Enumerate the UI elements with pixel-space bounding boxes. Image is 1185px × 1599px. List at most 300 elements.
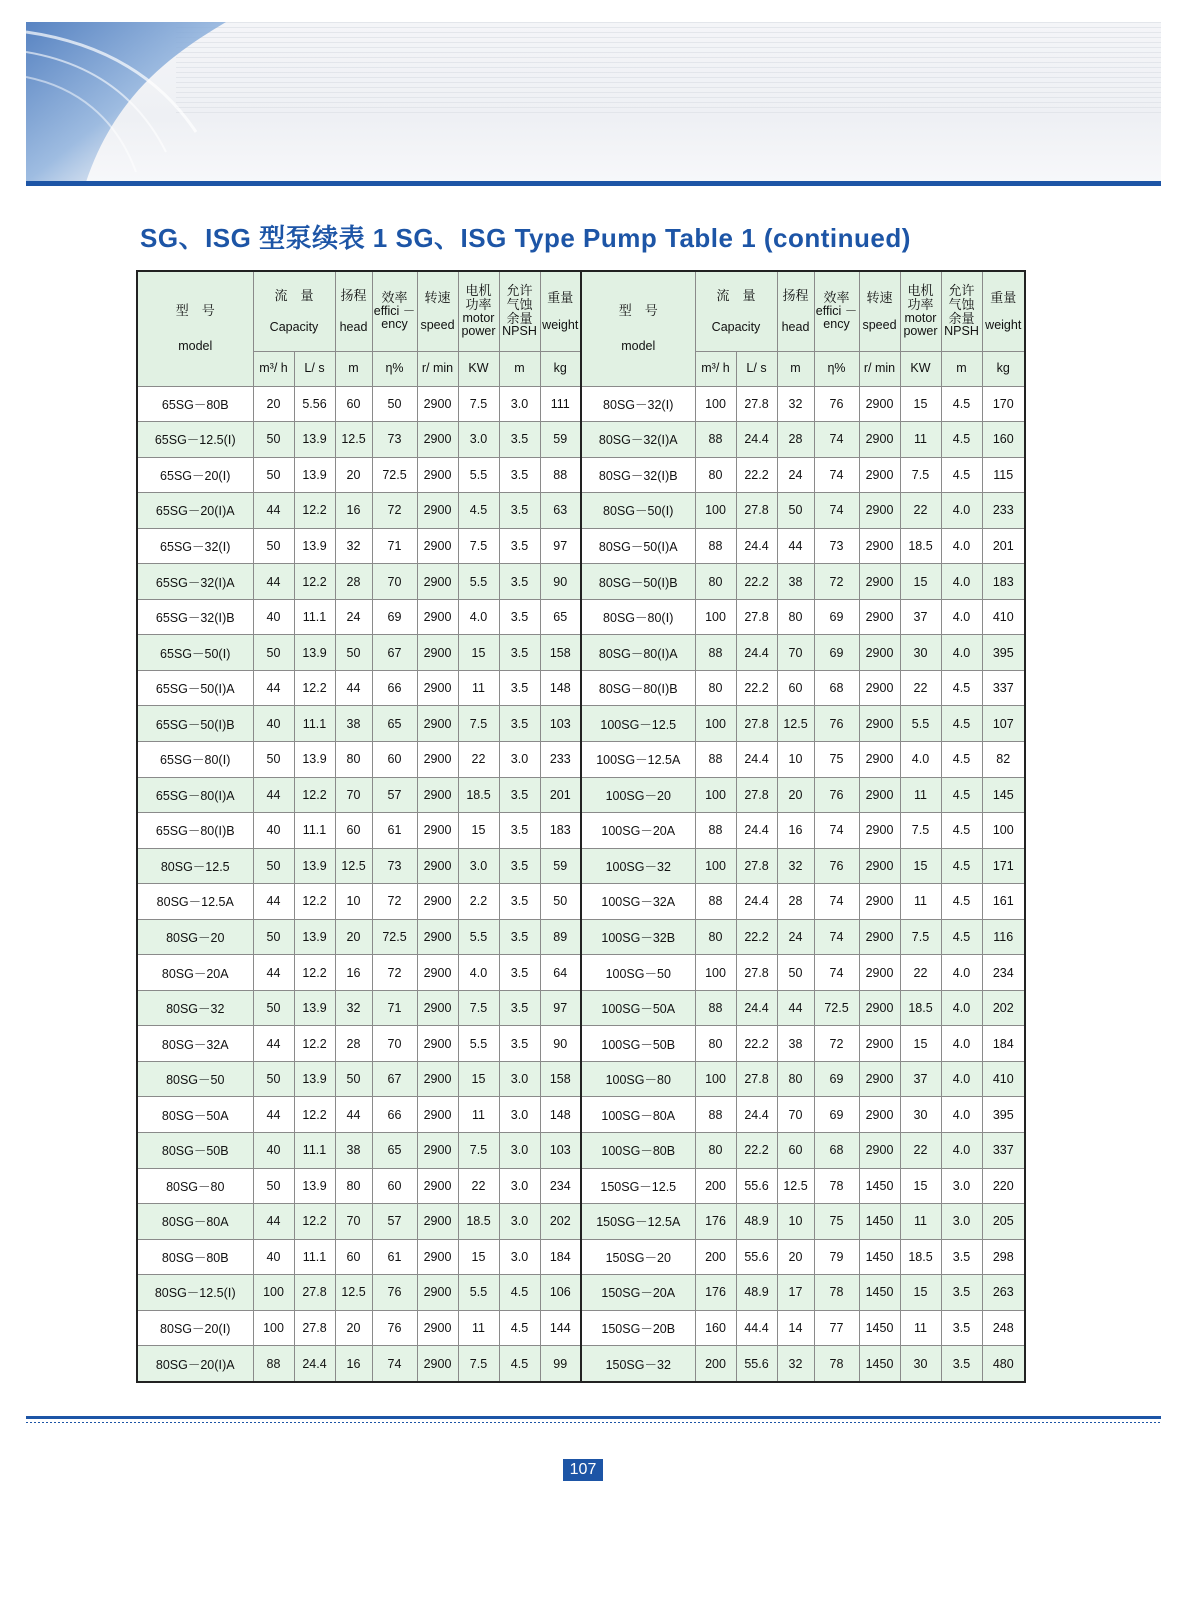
left-motor-power-cell: 4.0 xyxy=(458,599,499,635)
right-capacity-m3h-cell: 100 xyxy=(695,777,736,813)
left-npsh-cell: 3.5 xyxy=(499,564,540,600)
left-capacity-ls-cell: 13.9 xyxy=(294,1061,335,1097)
table-row xyxy=(137,1239,1025,1275)
right-efficiency-cell: 75 xyxy=(814,741,859,777)
right-model-cell: 150SG－20 xyxy=(581,1239,695,1275)
left-head-cell: 20 xyxy=(335,1310,372,1346)
left-npsh-cell: 3.5 xyxy=(499,635,540,671)
pump-table-body xyxy=(137,386,1025,1382)
left-model-cell: 80SG－12.5A xyxy=(137,884,253,920)
right-capacity-m3h-cell: 176 xyxy=(695,1275,736,1311)
right-capacity-m3h-cell: 200 xyxy=(695,1239,736,1275)
left-npsh-cell: 3.5 xyxy=(499,599,540,635)
right-motor-power-cell: 7.5 xyxy=(900,813,941,849)
left-efficiency-cell: 67 xyxy=(372,635,417,671)
right-speed-cell: 2900 xyxy=(859,670,900,706)
right-motor-power-cell: 22 xyxy=(900,493,941,529)
left-speed-cell: 2900 xyxy=(417,1239,458,1275)
left-model-cell: 65SG－80B xyxy=(137,386,253,422)
left-capacity-ls-cell: 13.9 xyxy=(294,1168,335,1204)
table-row xyxy=(137,884,1025,920)
right-weight-cell: 145 xyxy=(982,777,1025,813)
right-speed-cell: 2900 xyxy=(859,884,900,920)
right-capacity-ls-cell: 27.8 xyxy=(736,386,777,422)
left-efficiency-cell: 69 xyxy=(372,599,417,635)
left-model-cell: 80SG－80A xyxy=(137,1204,253,1240)
right-speed-cell: 1450 xyxy=(859,1204,900,1240)
table-row xyxy=(137,422,1025,458)
right-motor-power-cell: 30 xyxy=(900,635,941,671)
right-capacity-m3h-cell: 80 xyxy=(695,670,736,706)
right-npsh-cell: 4.0 xyxy=(941,528,982,564)
right-efficiency-cell: 75 xyxy=(814,1204,859,1240)
left-capacity-ls-cell: 13.9 xyxy=(294,635,335,671)
left-motor-power-cell: 3.0 xyxy=(458,422,499,458)
left-capacity-ls-cell: 12.2 xyxy=(294,564,335,600)
left-motor-power-cell: 18.5 xyxy=(458,1204,499,1240)
right-head-cell: 10 xyxy=(777,741,814,777)
left-weight-cell: 97 xyxy=(540,990,581,1026)
left-model-cell: 65SG－32(Ⅰ) xyxy=(137,528,253,564)
left-capacity-ls-cell: 27.8 xyxy=(294,1275,335,1311)
left-head-cell: 70 xyxy=(335,1204,372,1240)
table-row xyxy=(137,777,1025,813)
right-motor-power-cell: 11 xyxy=(900,777,941,813)
left-motor-power-cell: 7.5 xyxy=(458,990,499,1026)
left-capacity-ls-cell: 11.1 xyxy=(294,1132,335,1168)
left-capacity-m3h-cell: 20 xyxy=(253,386,294,422)
right-capacity-m3h-cell: 100 xyxy=(695,848,736,884)
right-model-cell: 100SG－80 xyxy=(581,1061,695,1097)
unit-efficiency: η% xyxy=(372,351,417,386)
right-npsh-cell: 4.0 xyxy=(941,1132,982,1168)
right-speed-cell: 2900 xyxy=(859,386,900,422)
header-capacity: 流 量 Capacity xyxy=(253,271,335,351)
left-motor-power-cell: 5.5 xyxy=(458,1026,499,1062)
right-motor-power-cell: 18.5 xyxy=(900,1239,941,1275)
left-motor-power-cell: 4.5 xyxy=(458,493,499,529)
left-capacity-ls-cell: 12.2 xyxy=(294,777,335,813)
right-capacity-m3h-cell: 100 xyxy=(695,955,736,991)
right-motor-power-cell: 22 xyxy=(900,955,941,991)
right-weight-cell: 183 xyxy=(982,564,1025,600)
left-efficiency-cell: 72 xyxy=(372,493,417,529)
left-efficiency-cell: 74 xyxy=(372,1346,417,1382)
left-speed-cell: 2900 xyxy=(417,1097,458,1133)
left-speed-cell: 2900 xyxy=(417,884,458,920)
left-efficiency-cell: 61 xyxy=(372,1239,417,1275)
right-speed-cell: 1450 xyxy=(859,1275,900,1311)
left-efficiency-cell: 65 xyxy=(372,1132,417,1168)
left-weight-cell: 148 xyxy=(540,1097,581,1133)
right-npsh-cell: 4.5 xyxy=(941,386,982,422)
table-row xyxy=(137,1346,1025,1382)
right-npsh-cell: 4.0 xyxy=(941,1097,982,1133)
right-motor-power-cell: 15 xyxy=(900,386,941,422)
header-motor-power: 电机 功率 motor power xyxy=(458,271,499,351)
right-efficiency-cell: 73 xyxy=(814,528,859,564)
left-speed-cell: 2900 xyxy=(417,386,458,422)
left-speed-cell: 2900 xyxy=(417,599,458,635)
header-rule xyxy=(26,181,1161,186)
left-model-cell: 80SG－50B xyxy=(137,1132,253,1168)
right-model-cell: 150SG－12.5 xyxy=(581,1168,695,1204)
right-head-cell: 16 xyxy=(777,813,814,849)
table-row xyxy=(137,386,1025,422)
left-motor-power-cell: 5.5 xyxy=(458,1275,499,1311)
right-motor-power-cell: 30 xyxy=(900,1346,941,1382)
left-model-cell: 65SG－50(Ⅰ) xyxy=(137,635,253,671)
left-motor-power-cell: 7.5 xyxy=(458,706,499,742)
right-capacity-m3h-cell: 80 xyxy=(695,1026,736,1062)
left-efficiency-cell: 57 xyxy=(372,1204,417,1240)
right-head-cell: 20 xyxy=(777,777,814,813)
header-capacity-right: 流 量 Capacity xyxy=(695,271,777,351)
right-npsh-cell: 4.5 xyxy=(941,777,982,813)
left-weight-cell: 88 xyxy=(540,457,581,493)
left-head-cell: 80 xyxy=(335,741,372,777)
right-motor-power-cell: 5.5 xyxy=(900,706,941,742)
right-weight-cell: 410 xyxy=(982,1061,1025,1097)
right-npsh-cell: 4.5 xyxy=(941,848,982,884)
left-weight-cell: 158 xyxy=(540,1061,581,1097)
right-capacity-m3h-cell: 100 xyxy=(695,386,736,422)
right-npsh-cell: 4.0 xyxy=(941,493,982,529)
left-speed-cell: 2900 xyxy=(417,1168,458,1204)
right-motor-power-cell: 15 xyxy=(900,848,941,884)
left-speed-cell: 2900 xyxy=(417,1310,458,1346)
left-efficiency-cell: 60 xyxy=(372,1168,417,1204)
left-weight-cell: 50 xyxy=(540,884,581,920)
table-row xyxy=(137,955,1025,991)
left-capacity-ls-cell: 24.4 xyxy=(294,1346,335,1382)
right-motor-power-cell: 30 xyxy=(900,1097,941,1133)
table-row xyxy=(137,813,1025,849)
unit-capacity-m3h: m³/ h xyxy=(253,351,294,386)
left-weight-cell: 63 xyxy=(540,493,581,529)
left-speed-cell: 2900 xyxy=(417,955,458,991)
left-capacity-m3h-cell: 40 xyxy=(253,1132,294,1168)
left-npsh-cell: 3.0 xyxy=(499,1097,540,1133)
right-speed-cell: 2900 xyxy=(859,777,900,813)
left-head-cell: 44 xyxy=(335,670,372,706)
left-head-cell: 32 xyxy=(335,528,372,564)
left-head-cell: 24 xyxy=(335,599,372,635)
left-weight-cell: 111 xyxy=(540,386,581,422)
right-model-cell: 80SG－32(Ⅰ)A xyxy=(581,422,695,458)
left-motor-power-cell: 5.5 xyxy=(458,564,499,600)
left-npsh-cell: 4.5 xyxy=(499,1310,540,1346)
left-capacity-m3h-cell: 40 xyxy=(253,706,294,742)
left-model-cell: 80SG－80B xyxy=(137,1239,253,1275)
header-model: 型 号 model xyxy=(137,271,253,386)
left-head-cell: 16 xyxy=(335,493,372,529)
right-speed-cell: 2900 xyxy=(859,493,900,529)
right-capacity-ls-cell: 24.4 xyxy=(736,884,777,920)
right-model-cell: 80SG－50(Ⅰ) xyxy=(581,493,695,529)
unit-weight-right: kg xyxy=(982,351,1025,386)
right-npsh-cell: 4.0 xyxy=(941,564,982,600)
right-efficiency-cell: 74 xyxy=(814,422,859,458)
unit-efficiency-right: η% xyxy=(814,351,859,386)
footer-dotted-rule xyxy=(26,1422,1161,1423)
left-speed-cell: 2900 xyxy=(417,848,458,884)
right-capacity-ls-cell: 55.6 xyxy=(736,1239,777,1275)
left-motor-power-cell: 3.0 xyxy=(458,848,499,884)
right-capacity-m3h-cell: 160 xyxy=(695,1310,736,1346)
right-model-cell: 100SG－20A xyxy=(581,813,695,849)
left-capacity-ls-cell: 13.9 xyxy=(294,990,335,1026)
right-capacity-m3h-cell: 176 xyxy=(695,1204,736,1240)
left-motor-power-cell: 15 xyxy=(458,1239,499,1275)
right-motor-power-cell: 11 xyxy=(900,1204,941,1240)
left-weight-cell: 201 xyxy=(540,777,581,813)
left-model-cell: 80SG－20(Ⅰ) xyxy=(137,1310,253,1346)
right-efficiency-cell: 68 xyxy=(814,670,859,706)
unit-head-right: m xyxy=(777,351,814,386)
right-efficiency-cell: 76 xyxy=(814,777,859,813)
right-efficiency-cell: 74 xyxy=(814,813,859,849)
right-weight-cell: 107 xyxy=(982,706,1025,742)
right-capacity-ls-cell: 24.4 xyxy=(736,1097,777,1133)
right-speed-cell: 2900 xyxy=(859,955,900,991)
right-capacity-ls-cell: 22.2 xyxy=(736,1132,777,1168)
left-head-cell: 44 xyxy=(335,1097,372,1133)
right-model-cell: 100SG－32A xyxy=(581,884,695,920)
header-efficiency-right: 效率 effici － ency xyxy=(814,271,859,351)
left-motor-power-cell: 2.2 xyxy=(458,884,499,920)
right-head-cell: 50 xyxy=(777,955,814,991)
right-model-cell: 100SG－50 xyxy=(581,955,695,991)
left-speed-cell: 2900 xyxy=(417,528,458,564)
right-motor-power-cell: 37 xyxy=(900,1061,941,1097)
right-npsh-cell: 4.5 xyxy=(941,741,982,777)
left-capacity-ls-cell: 12.2 xyxy=(294,884,335,920)
right-weight-cell: 410 xyxy=(982,599,1025,635)
right-head-cell: 60 xyxy=(777,670,814,706)
left-npsh-cell: 3.5 xyxy=(499,670,540,706)
header-npsh-right: 允许 气蚀 余量 NPSH xyxy=(941,271,982,351)
left-capacity-ls-cell: 27.8 xyxy=(294,1310,335,1346)
right-npsh-cell: 3.0 xyxy=(941,1204,982,1240)
left-model-cell: 80SG－80 xyxy=(137,1168,253,1204)
left-capacity-m3h-cell: 50 xyxy=(253,457,294,493)
left-motor-power-cell: 7.5 xyxy=(458,528,499,564)
left-speed-cell: 2900 xyxy=(417,670,458,706)
left-speed-cell: 2900 xyxy=(417,813,458,849)
right-weight-cell: 82 xyxy=(982,741,1025,777)
pump-table xyxy=(136,270,1026,1383)
right-model-cell: 80SG－50(Ⅰ)B xyxy=(581,564,695,600)
right-capacity-m3h-cell: 100 xyxy=(695,599,736,635)
right-speed-cell: 2900 xyxy=(859,813,900,849)
right-model-cell: 100SG－32B xyxy=(581,919,695,955)
left-capacity-ls-cell: 13.9 xyxy=(294,848,335,884)
right-speed-cell: 2900 xyxy=(859,1097,900,1133)
left-efficiency-cell: 73 xyxy=(372,422,417,458)
right-head-cell: 24 xyxy=(777,919,814,955)
right-efficiency-cell: 78 xyxy=(814,1346,859,1382)
right-capacity-m3h-cell: 200 xyxy=(695,1346,736,1382)
left-weight-cell: 59 xyxy=(540,422,581,458)
left-model-cell: 65SG－20(Ⅰ)A xyxy=(137,493,253,529)
left-efficiency-cell: 65 xyxy=(372,706,417,742)
table-row xyxy=(137,1204,1025,1240)
right-npsh-cell: 4.5 xyxy=(941,706,982,742)
right-model-cell: 100SG－50B xyxy=(581,1026,695,1062)
right-capacity-ls-cell: 24.4 xyxy=(736,741,777,777)
left-capacity-ls-cell: 13.9 xyxy=(294,422,335,458)
right-efficiency-cell: 74 xyxy=(814,457,859,493)
right-capacity-ls-cell: 27.8 xyxy=(736,599,777,635)
right-weight-cell: 220 xyxy=(982,1168,1025,1204)
right-capacity-m3h-cell: 100 xyxy=(695,1061,736,1097)
right-head-cell: 38 xyxy=(777,564,814,600)
right-efficiency-cell: 74 xyxy=(814,884,859,920)
left-capacity-ls-cell: 12.2 xyxy=(294,955,335,991)
right-efficiency-cell: 72 xyxy=(814,564,859,600)
left-npsh-cell: 3.5 xyxy=(499,955,540,991)
right-capacity-ls-cell: 27.8 xyxy=(736,493,777,529)
right-model-cell: 100SG－32 xyxy=(581,848,695,884)
left-capacity-ls-cell: 13.9 xyxy=(294,457,335,493)
left-npsh-cell: 3.5 xyxy=(499,457,540,493)
right-npsh-cell: 4.5 xyxy=(941,884,982,920)
right-model-cell: 100SG－20 xyxy=(581,777,695,813)
right-model-cell: 150SG－20B xyxy=(581,1310,695,1346)
right-weight-cell: 337 xyxy=(982,670,1025,706)
table-row xyxy=(137,1061,1025,1097)
left-weight-cell: 90 xyxy=(540,1026,581,1062)
right-capacity-ls-cell: 24.4 xyxy=(736,635,777,671)
page-header-banner xyxy=(26,22,1161,182)
right-head-cell: 32 xyxy=(777,1346,814,1382)
right-model-cell: 80SG－80(Ⅰ) xyxy=(581,599,695,635)
right-npsh-cell: 3.5 xyxy=(941,1275,982,1311)
unit-capacity-m3h-right: m³/ h xyxy=(695,351,736,386)
right-capacity-ls-cell: 48.9 xyxy=(736,1275,777,1311)
left-capacity-m3h-cell: 50 xyxy=(253,990,294,1026)
unit-power-right: KW xyxy=(900,351,941,386)
left-head-cell: 60 xyxy=(335,813,372,849)
right-weight-cell: 337 xyxy=(982,1132,1025,1168)
right-npsh-cell: 4.5 xyxy=(941,670,982,706)
left-capacity-m3h-cell: 40 xyxy=(253,1239,294,1275)
left-head-cell: 70 xyxy=(335,777,372,813)
right-speed-cell: 1450 xyxy=(859,1346,900,1382)
left-capacity-ls-cell: 12.2 xyxy=(294,493,335,529)
right-npsh-cell: 3.5 xyxy=(941,1310,982,1346)
left-npsh-cell: 3.5 xyxy=(499,884,540,920)
page-title: SG、ISG 型泵续表 1 SG、ISG Type Pump Table 1 (continued) xyxy=(140,223,911,253)
right-weight-cell: 170 xyxy=(982,386,1025,422)
left-model-cell: 65SG－80(Ⅰ)B xyxy=(137,813,253,849)
left-speed-cell: 2900 xyxy=(417,990,458,1026)
left-head-cell: 28 xyxy=(335,1026,372,1062)
left-efficiency-cell: 71 xyxy=(372,990,417,1026)
right-model-cell: 100SG－12.5 xyxy=(581,706,695,742)
left-model-cell: 80SG－12.5(Ⅰ) xyxy=(137,1275,253,1311)
left-efficiency-cell: 70 xyxy=(372,1026,417,1062)
right-motor-power-cell: 11 xyxy=(900,884,941,920)
left-npsh-cell: 3.5 xyxy=(499,422,540,458)
right-motor-power-cell: 15 xyxy=(900,1168,941,1204)
left-speed-cell: 2900 xyxy=(417,1346,458,1382)
right-weight-cell: 395 xyxy=(982,635,1025,671)
left-capacity-m3h-cell: 44 xyxy=(253,884,294,920)
right-efficiency-cell: 78 xyxy=(814,1275,859,1311)
right-efficiency-cell: 69 xyxy=(814,1097,859,1133)
right-efficiency-cell: 69 xyxy=(814,599,859,635)
right-weight-cell: 202 xyxy=(982,990,1025,1026)
left-weight-cell: 233 xyxy=(540,741,581,777)
right-speed-cell: 2900 xyxy=(859,528,900,564)
left-efficiency-cell: 67 xyxy=(372,1061,417,1097)
table-row xyxy=(137,1097,1025,1133)
left-npsh-cell: 3.5 xyxy=(499,777,540,813)
left-motor-power-cell: 15 xyxy=(458,813,499,849)
right-motor-power-cell: 7.5 xyxy=(900,457,941,493)
unit-head: m xyxy=(335,351,372,386)
table-row xyxy=(137,457,1025,493)
left-motor-power-cell: 7.5 xyxy=(458,386,499,422)
right-capacity-ls-cell: 44.4 xyxy=(736,1310,777,1346)
right-capacity-ls-cell: 48.9 xyxy=(736,1204,777,1240)
right-weight-cell: 100 xyxy=(982,813,1025,849)
right-head-cell: 44 xyxy=(777,528,814,564)
right-speed-cell: 2900 xyxy=(859,1061,900,1097)
left-head-cell: 38 xyxy=(335,706,372,742)
right-weight-cell: 116 xyxy=(982,919,1025,955)
left-npsh-cell: 3.5 xyxy=(499,706,540,742)
table-row xyxy=(137,493,1025,529)
right-capacity-ls-cell: 55.6 xyxy=(736,1346,777,1382)
right-speed-cell: 2900 xyxy=(859,706,900,742)
left-motor-power-cell: 11 xyxy=(458,1310,499,1346)
left-model-cell: 65SG－50(Ⅰ)A xyxy=(137,670,253,706)
header-head-right: 扬程 head xyxy=(777,271,814,351)
left-motor-power-cell: 11 xyxy=(458,1097,499,1133)
header-motor-power-right: 电机 功率 motor power xyxy=(900,271,941,351)
left-head-cell: 20 xyxy=(335,457,372,493)
right-motor-power-cell: 11 xyxy=(900,1310,941,1346)
left-model-cell: 65SG－32(Ⅰ)A xyxy=(137,564,253,600)
right-model-cell: 150SG－12.5A xyxy=(581,1204,695,1240)
right-capacity-ls-cell: 24.4 xyxy=(736,813,777,849)
right-capacity-m3h-cell: 200 xyxy=(695,1168,736,1204)
right-npsh-cell: 4.0 xyxy=(941,599,982,635)
right-speed-cell: 2900 xyxy=(859,1026,900,1062)
right-capacity-m3h-cell: 80 xyxy=(695,564,736,600)
header-weight: 重量 weight xyxy=(540,271,581,351)
left-capacity-m3h-cell: 88 xyxy=(253,1346,294,1382)
table-row xyxy=(137,1168,1025,1204)
left-model-cell: 65SG－80(Ⅰ)A xyxy=(137,777,253,813)
unit-capacity-ls: L/ s xyxy=(294,351,335,386)
right-speed-cell: 2900 xyxy=(859,564,900,600)
right-speed-cell: 2900 xyxy=(859,919,900,955)
right-npsh-cell: 3.0 xyxy=(941,1168,982,1204)
left-capacity-ls-cell: 13.9 xyxy=(294,919,335,955)
left-capacity-ls-cell: 12.2 xyxy=(294,1097,335,1133)
left-capacity-m3h-cell: 50 xyxy=(253,528,294,564)
left-npsh-cell: 3.0 xyxy=(499,1168,540,1204)
header-speed-right: 转速 speed xyxy=(859,271,900,351)
right-npsh-cell: 4.5 xyxy=(941,919,982,955)
left-weight-cell: 103 xyxy=(540,1132,581,1168)
right-capacity-ls-cell: 24.4 xyxy=(736,528,777,564)
right-speed-cell: 2900 xyxy=(859,635,900,671)
